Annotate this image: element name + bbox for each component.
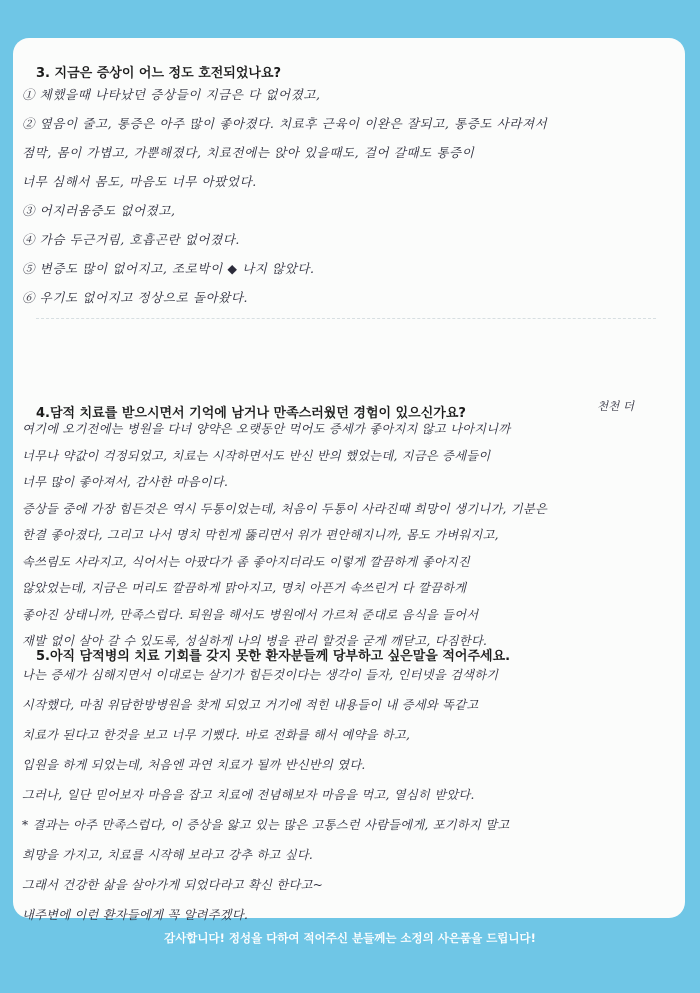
handwritten-line: 희망을 가지고, 치료를 시작해 보라고 강추 하고 싶다. — [22, 848, 314, 862]
margin-note: 천천 더 — [597, 399, 634, 413]
handwritten-line: 좋아진 상태니까, 만족스럽다. 퇴원을 해서도 병원에서 가르쳐 준대로 음식을 들어서 — [22, 607, 479, 622]
handwritten-line: 내주변에 이런 환자들에게 꼭 알려주겠다. — [22, 908, 249, 922]
handwritten-line: * 결과는 아주 만족스럽다, 이 증상을 앓고 있는 많은 고통스런 사람들에게, 포기하지 말고 — [22, 818, 510, 832]
handwritten-line: 너무나 약값이 걱정되었고, 치료는 시작하면서도 반신 반의 했었는데, 지금은 증세들이 — [22, 448, 491, 463]
handwritten-line: 점막, 몸이 가볍고, 가뿐해졌다, 치료전에는 앉아 있을때도, 걸어 갈때도 통증이 — [22, 145, 475, 160]
handwritten-line: ⑤ 변증도 많이 없어지고, 조로박이 ◆ 나지 않았다. — [22, 261, 315, 276]
question-3: 3. 지금은 증상이 어느 정도 호전되었나요? — [36, 66, 282, 81]
handwritten-line: 재발 없이 살아 갈 수 있도록, 성실하게 나의 병을 관리 할것을 굳게 깨닫고, 다짐한다. — [22, 634, 488, 648]
question-4: 4.담적 치료를 받으시면서 기억에 남거나 만족스러웠던 경험이 있으신가요? — [36, 406, 466, 421]
question-5: 5.아직 담적병의 치료 기회를 갖지 못한 환자분들께 당부하고 싶은말을 적어주세요. — [36, 649, 511, 664]
answer-5 — [22, 660, 672, 930]
handwritten-line: 증상들 중에 가장 힘든것은 역시 두통이었는데, 처음이 두통이 사라진때 희망이 생기니가, 기분은 — [22, 501, 548, 516]
handwritten-line: 너무 많이 좋아져서, 감사한 마음이다. — [22, 475, 229, 489]
handwritten-line: 나는 증세가 심해지면서 이대로는 살기가 힘든것이다는 생각이 들자, 인터넷을 검색하기 — [22, 668, 499, 682]
handwritten-line: 여기에 오기전에는 병원을 다녀 양약은 오랫동안 먹어도 증세가 좋아지지 않고 나아지니까 — [22, 422, 511, 436]
handwritten-line: 않았었는데, 지금은 머리도 깔끔하게 맑아지고, 명치 아픈거 속쓰린거 다 깔끔하게 — [22, 581, 467, 595]
answer-3 — [22, 80, 672, 312]
handwritten-line: ① 체했을때 나타났던 증상들이 지금은 다 없어졌고, — [22, 87, 321, 102]
divider — [36, 318, 656, 319]
handwritten-line: 입원을 하게 되었는데, 처음엔 과연 치료가 될까 반신반의 였다. — [22, 758, 366, 772]
handwritten-line: 시작했다, 마침 위담한방병원을 찾게 되었고 거기에 적힌 내용들이 내 증세와 똑같고 — [22, 698, 479, 712]
handwritten-line: 한결 좋아졌다, 그리고 나서 명치 막힌게 뚫리면서 위가 편안해지니까, 몸도 가벼워지고, — [22, 528, 499, 542]
handwritten-line: ④ 가슴 두근거림, 호흡곤란 없어졌다. — [22, 232, 240, 247]
handwritten-line: ③ 어지러움증도 없어졌고, — [22, 203, 176, 218]
handwritten-line: 너무 심해서 몸도, 마음도 너무 아팠었다. — [22, 174, 257, 189]
handwritten-line: ⑥ 우기도 없어지고 정상으로 돌아왔다. — [22, 290, 249, 305]
answer-4 — [22, 416, 672, 655]
handwritten-line: 그러나, 일단 믿어보자 마음을 잡고 치료에 전념해보자 마음을 먹고, 열심히 받았다. — [22, 788, 475, 802]
handwritten-line: 치료가 된다고 한것을 보고 너무 기뻤다. 바로 전화를 해서 예약을 하고, — [22, 728, 411, 742]
handwritten-line: 그래서 건강한 삶을 살아가게 되었다라고 확신 한다고~ — [22, 878, 324, 892]
handwritten-line: 속쓰림도 사라지고, 식어서는 아팠다가 좀 좋아지더라도 이렇게 깔끔하게 좋아지진 — [22, 554, 471, 569]
footer-thanks: 감사합니다! 정성을 다하여 적어주신 분들께는 소정의 사은품을 드립니다! — [164, 931, 536, 945]
handwritten-line: ② 옆음이 줄고, 통증은 아주 많이 좋아졌다. 치료후 근육이 이완은 잘되고, 통증도 사라져서 — [22, 116, 548, 131]
